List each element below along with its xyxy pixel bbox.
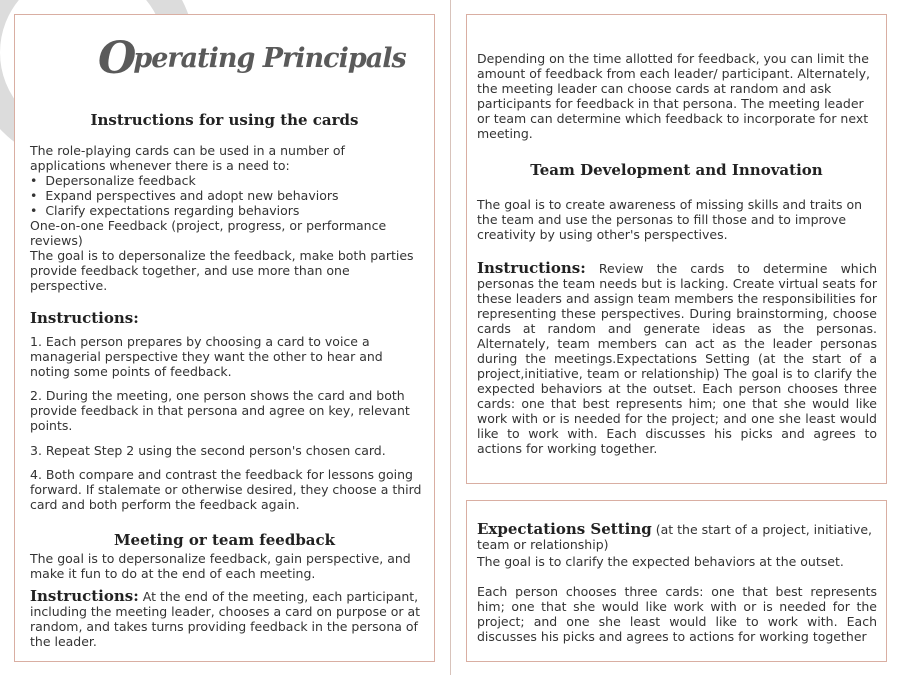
meeting-goal: The goal is to depersonalize feedback, gain perspective, and make it fun to do at the end of each meeting. [30, 551, 411, 581]
step-1: 1. Each person prepares by choosing a card to voice a managerial perspective they want the other to hear and noting some points of feedback. [30, 334, 383, 379]
expectations-paragraph: Each person chooses three cards: one that best represents him; one that she would like work with or is needed for the project; and one she least would like to work with. Each discusses his picks and agrees to actions for working together [477, 584, 877, 644]
left-intro-block [30, 143, 424, 293]
meeting-instr-label: Instructions: [30, 587, 139, 605]
expectations-heading: Expectations Setting [477, 520, 652, 538]
bullet-item: • Depersonalize feedback [30, 173, 196, 188]
left-title: Instructions for using the cards [90, 111, 359, 129]
logo-text: perating Principals [133, 42, 406, 74]
meeting-instructions [30, 589, 424, 649]
team-dev-instr-label: Instructions: [477, 259, 586, 277]
team-dev-goal: The goal is to create awareness of missing skills and traits on the team and use the personas to fill those and to improve creativity by using other's perspectives. [477, 197, 863, 242]
team-dev-instr-text: Review the cards to determine which personas the team needs but is lacking. Create virtual seats for these leaders and assign team members the responsibilities for representing these perspectives. During brainstorming, choose cards at random and generate ideas as the personas. Alternately, team members can act as the leader personas during the meetings.Expectations Setting (at the start of a project,initiative, team or relationship) The goal is to clarify the expected behaviors at the outset. Each person chooses three cards: one that best represents him; one that she would like work with or is needed for the project; and one she least would like to work with. Each discusses his picks and agrees to actions for working together. [477, 261, 877, 456]
step-4: 4. Both compare and contrast the feedback for lessons going forward. If stalemate or otherwise desired, they choose a third card and both perform the feedback again. [30, 467, 422, 512]
team-dev-heading: Team Development and Innovation [530, 161, 823, 179]
meeting-instr-text: At the end of the meeting, each participant, including the meeting leader, chooses a card on purpose or at random, and takes turns providing feedback in the persona of the leader. [30, 589, 421, 649]
logo [98, 28, 406, 88]
meeting-heading: Meeting or team feedback [113, 531, 336, 549]
step-3: 3. Repeat Step 2 using the second person's chosen card. [30, 443, 386, 458]
step-2: 2. During the meeting, one person shows the card and both provide feedback in that persona and agree on key, relevant points. [30, 388, 410, 433]
expectations-heading-line [477, 522, 877, 552]
team-dev-instructions [477, 261, 877, 456]
feedback-limit-paragraph: Depending on the time allotted for feedback, you can limit the amount of feedback from each leader/ participant. Alternately, the meeting leader can choose cards at random and ask participants for feedback in that persona. The meeting leader or team can determine which feedback to incorporate for next meeting. [477, 51, 870, 141]
intro-text: The role-playing cards can be used in a number of applications whenever there is a need to: [30, 143, 345, 173]
page-divider [450, 0, 451, 675]
left-goal-text: The goal is to depersonalize the feedback, make both parties provide feedback together, and use more than one perspective. [30, 248, 414, 293]
bullet-item: • Expand perspectives and adopt new behaviors [30, 188, 339, 203]
logo-initial: O [98, 32, 136, 84]
bullet-item: • Clarify expectations regarding behaviors [30, 203, 300, 218]
expectations-heading-sub: (at the start of a project, initiative, team or relationship) [477, 522, 873, 552]
one-on-one-text: One-on-one Feedback (project, progress, or performance reviews) [30, 218, 387, 248]
instructions-heading: Instructions: [30, 309, 139, 327]
expectations-goal: The goal is to clarify the expected behaviors at the outset. [477, 554, 844, 569]
